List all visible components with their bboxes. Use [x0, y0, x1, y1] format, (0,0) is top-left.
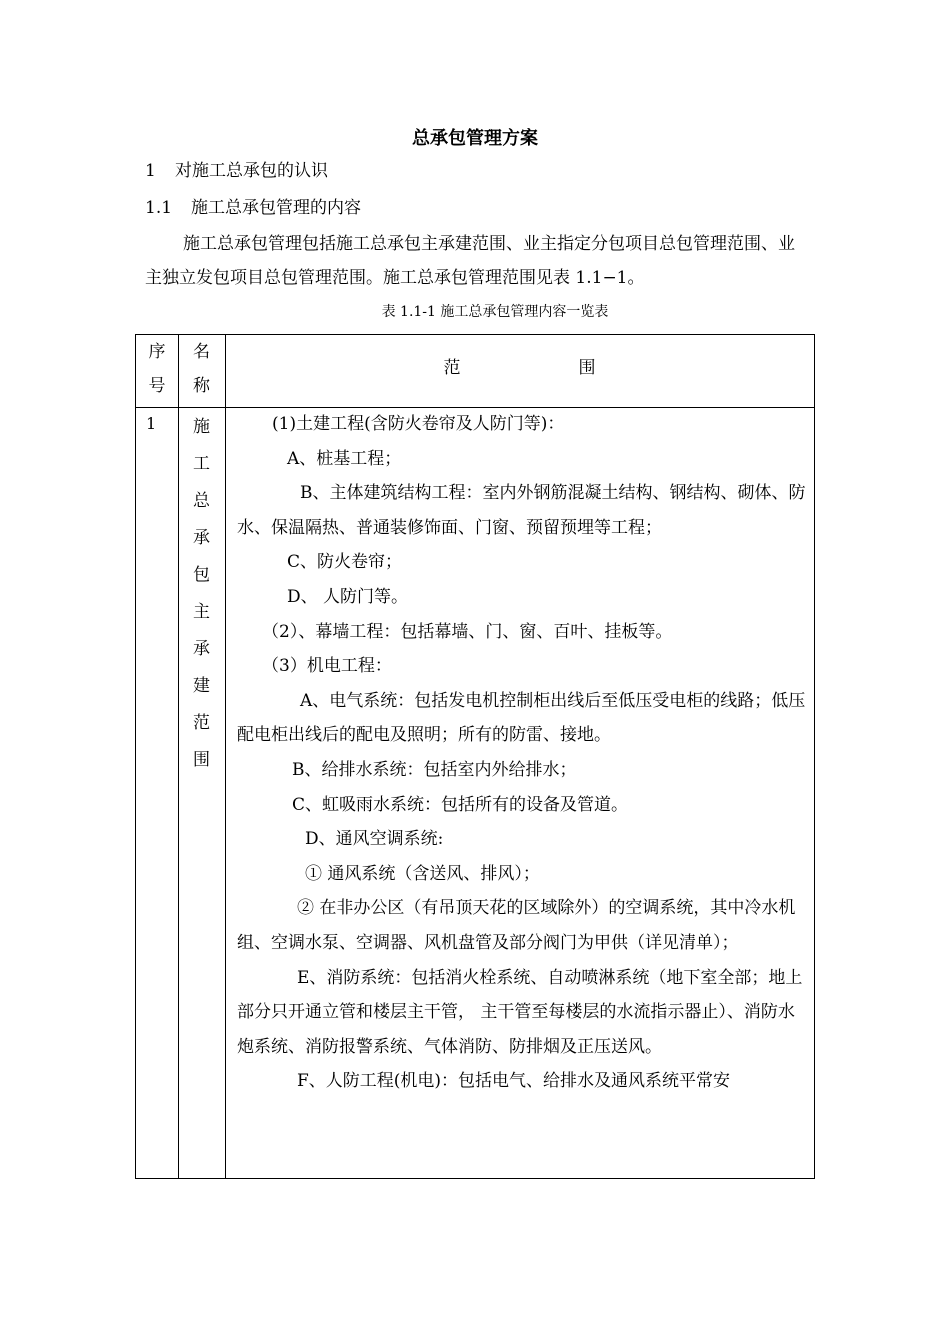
content-line: (1)土建工程(含防火卷帘及人防门等)： [272, 414, 565, 434]
header-name-line1: 名 [193, 342, 210, 362]
document-title: 总承包管理方案 [412, 128, 538, 149]
name-char: 建 [193, 676, 210, 696]
section-number: 1 [145, 161, 156, 181]
content-line: B、给排水系统：包括室内外给排水； [292, 759, 577, 780]
content-line: E、消防系统：包括消火栓系统、自动喷淋系统（地下室全部；地上部分只开通立管和楼层主干管， 主干管至每楼层的水流指示器止）、消防水炮系统、消防报警系统、气体消防、防排烟及正压送风。 [237, 967, 803, 1057]
content-line: （3）机电工程： [262, 656, 392, 677]
name-char: 总 [193, 491, 210, 511]
section-number: 1.1 [145, 198, 173, 218]
content-line: D、 人防门等。 [287, 586, 409, 607]
row-seq: 1 [146, 414, 157, 433]
name-char: 承 [193, 639, 210, 659]
content-line: C、防火卷帘； [287, 552, 403, 573]
content-line: ② 在非办公区（有吊顶天花的区域除外）的空调系统，其中冷水机组、空调水泵、空调器、风机盘管及部分阀门为甲供（详见清单）； [237, 898, 796, 953]
table-caption: 表 1.1-1 施工总承包管理内容一览表 [381, 304, 609, 320]
intro-paragraph: 施工总承包管理包括施工总承包主承建范围、业主指定分包项目总包管理范围、业主独立发包项目总包管理范围。施工总承包管理范围见表 1.1−1。 [145, 234, 795, 288]
section-heading-1-1 [145, 197, 361, 219]
header-seq [136, 335, 178, 403]
header-scope [225, 351, 814, 385]
content-line: （2）、幕墙工程：包括幕墙、门、窗、百叶、挂板等。 [262, 621, 673, 642]
section-text: 对施工总承包的认识 [175, 161, 328, 181]
name-char: 工 [193, 454, 210, 474]
content-line: F、人防工程(机电)：包括电气、给排水及通风系统平常安 [297, 1071, 731, 1092]
header-scope-part2: 围 [578, 358, 596, 378]
content-line: ① 通风系统（含送风、排风）； [305, 863, 540, 884]
section-heading-1 [145, 160, 328, 182]
name-char: 主 [193, 602, 210, 622]
content-line: A、桩基工程； [287, 448, 402, 469]
header-scope-part1: 范 [443, 358, 461, 378]
section-text: 施工总承包管理的内容 [191, 198, 361, 218]
name-char: 围 [193, 750, 210, 770]
content-line: C、虹吸雨水系统：包括所有的设备及管道。 [292, 794, 629, 815]
name-char: 包 [193, 565, 210, 585]
row-scope-content [237, 407, 807, 1099]
name-char: 承 [193, 528, 210, 548]
name-char: 范 [193, 713, 210, 733]
header-name-line2: 称 [193, 376, 210, 396]
header-seq-line2: 号 [148, 376, 166, 396]
row-name [178, 409, 225, 779]
scope-table [135, 334, 815, 1179]
name-char: 施 [193, 417, 210, 437]
content-line: A、电气系统：包括发电机控制柜出线后至低压受电柜的线路；低压配电柜出线后的配电及照明；所有的防雷、接地。 [237, 690, 806, 746]
content-line: D、通风空调系统: [305, 829, 444, 850]
header-seq-line1: 序 [148, 342, 166, 362]
column-divider [225, 335, 226, 1178]
content-line: B、主体建筑结构工程：室内外钢筋混凝土结构、钢结构、砌体、防水、保温隔热、普通装修饰面、门窗、预留预埋等工程； [237, 483, 806, 538]
header-name [178, 335, 225, 403]
